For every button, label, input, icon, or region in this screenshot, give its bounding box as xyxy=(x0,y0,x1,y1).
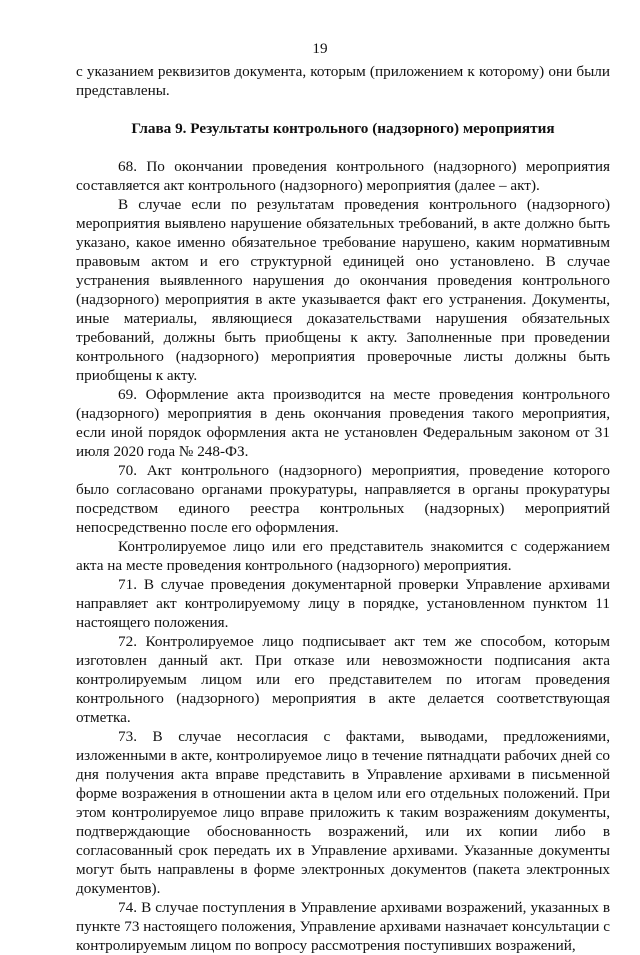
page-number: 19 xyxy=(312,40,328,57)
paragraph-73: 73. В случае несогласия с фактами, выводами, предложениями, изложенными в акте, контролируемое лицо в течение пятнадцати рабочих дней со дня получения акта вправе представить в Управление архивами в письменной форме возражения в отношении акта в целом или его отдельных положений. При этом контролируемое лицо вправе приложить к таким возражениям документы, подтверждающие обоснованность возражений, или их копии либо в согласованный срок передать их в Управление архивами. Указанные документы могут быть направлены в форме электронных документов (пакета электронных документов). xyxy=(76,728,610,897)
document-body xyxy=(76,62,610,955)
paragraph-70-acquaintance: Контролируемое лицо или его представитель знакомится с содержанием акта на месте проведения контрольного (надзорного) мероприятия. xyxy=(76,538,610,574)
paragraph-71: 71. В случае проведения документарной проверки Управление архивами направляет акт контролируемому лицу в порядке, установленном пунктом 11 настоящего положения. xyxy=(76,576,610,631)
paragraph-72: 72. Контролируемое лицо подписывает акт тем же способом, которым изготовлен данный акт. При отказе или невозможности подписания акта контролируемым лицом или его представителем по итогам проведения контрольного (надзорного) мероприятия в акте делается соответствующая отметка. xyxy=(76,633,610,726)
paragraph-69: 69. Оформление акта производится на месте проведения контрольного (надзорного) мероприятия в день окончания проведения такого мероприятия, если иной порядок оформления акта не установлен Федеральным законом от 31 июля 2020 года № 248-ФЗ. xyxy=(76,386,610,460)
paragraph-70: 70. Акт контрольного (надзорного) мероприятия, проведение которого было согласовано органами прокуратуры, направляется в органы прокуратуры посредством единого реестра контрольных (надзорных) мероприятий непосредственно после его оформления. xyxy=(76,462,610,536)
paragraph-68-violations: В случае если по результатам проведения контрольного (надзорного) мероприятия выявлено нарушение обязательных требований, в акте должно быть указано, какое именно обязательное требование нарушено, каким нормативным правовым актом и его структурной единицей оно установлено. В случае устранения выявленного нарушения до окончания проведения контрольного (надзорного) мероприятия в акте указывается факт его устранения. Документы, иные материалы, являющиеся доказательствами нарушения обязательных требований, должны быть приобщены к акту. Заполненные при проведении контрольного (надзорного) мероприятия проверочные листы должны быть приобщены к акту. xyxy=(76,196,610,384)
paragraph-74: 74. В случае поступления в Управление архивами возражений, указанных в пункте 73 настоящего положения, Управление архивами назначает консультации с контролируемым лицом по вопросу рассмотрения поступивших возражений, xyxy=(76,899,610,954)
paragraph-68: 68. По окончании проведения контрольного (надзорного) мероприятия составляется акт контрольного (надзорного) мероприятия (далее – акт). xyxy=(76,158,610,194)
chapter-heading: Глава 9. Результаты контрольного (надзорного) мероприятия xyxy=(131,120,555,137)
continuation-paragraph: с указанием реквизитов документа, которым (приложением к которому) они были представлены. xyxy=(76,63,610,99)
